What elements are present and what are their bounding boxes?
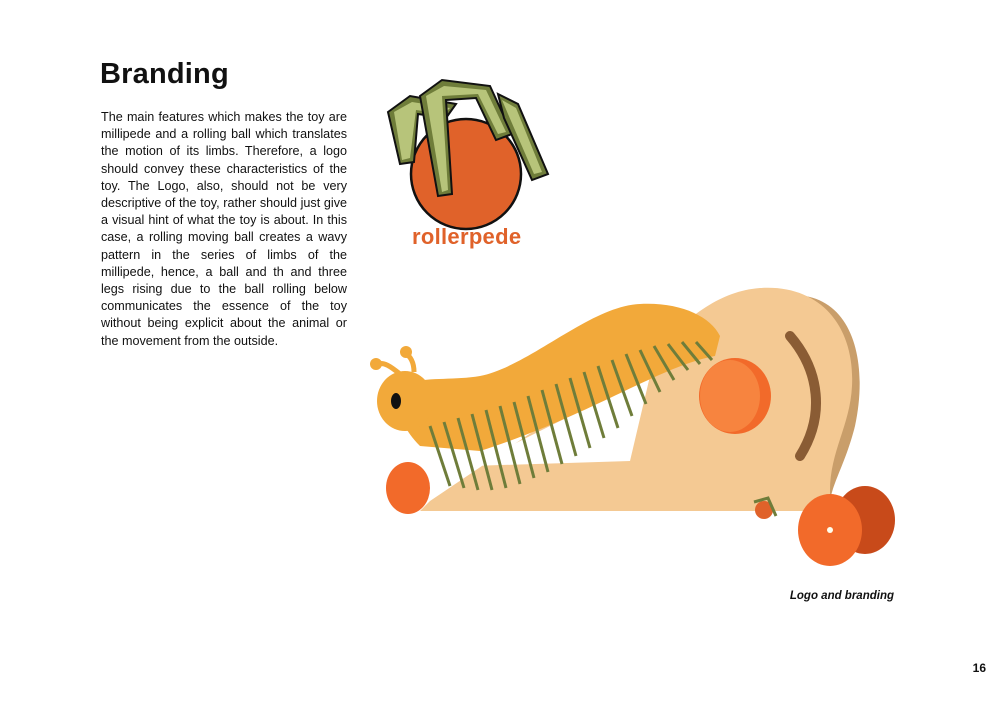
page-number: 16 — [972, 661, 986, 675]
body-paragraph: The main features which makes the toy are millipede and a rolling ball which translates the motion of its limbs. Therefore, a logo should convey these characteristics of the toy. The Logo, also, should not be very descriptive of the toy, rather should just give a visual hint of what the toy is about. In this case, a rolling moving ball creates a wavy pattern in the series of limbs of the millipede, hence, a ball and th and three legs rising due to the ball rolling below communicates the essence of the toy without being explicit about the animal or the movement from the outside. — [101, 110, 347, 348]
figure-caption: Logo and branding — [789, 590, 894, 602]
millipede-toy-icon — [360, 276, 920, 586]
page-heading: Branding — [100, 58, 229, 90]
logo-wordmark: rollerpede — [412, 224, 522, 249]
